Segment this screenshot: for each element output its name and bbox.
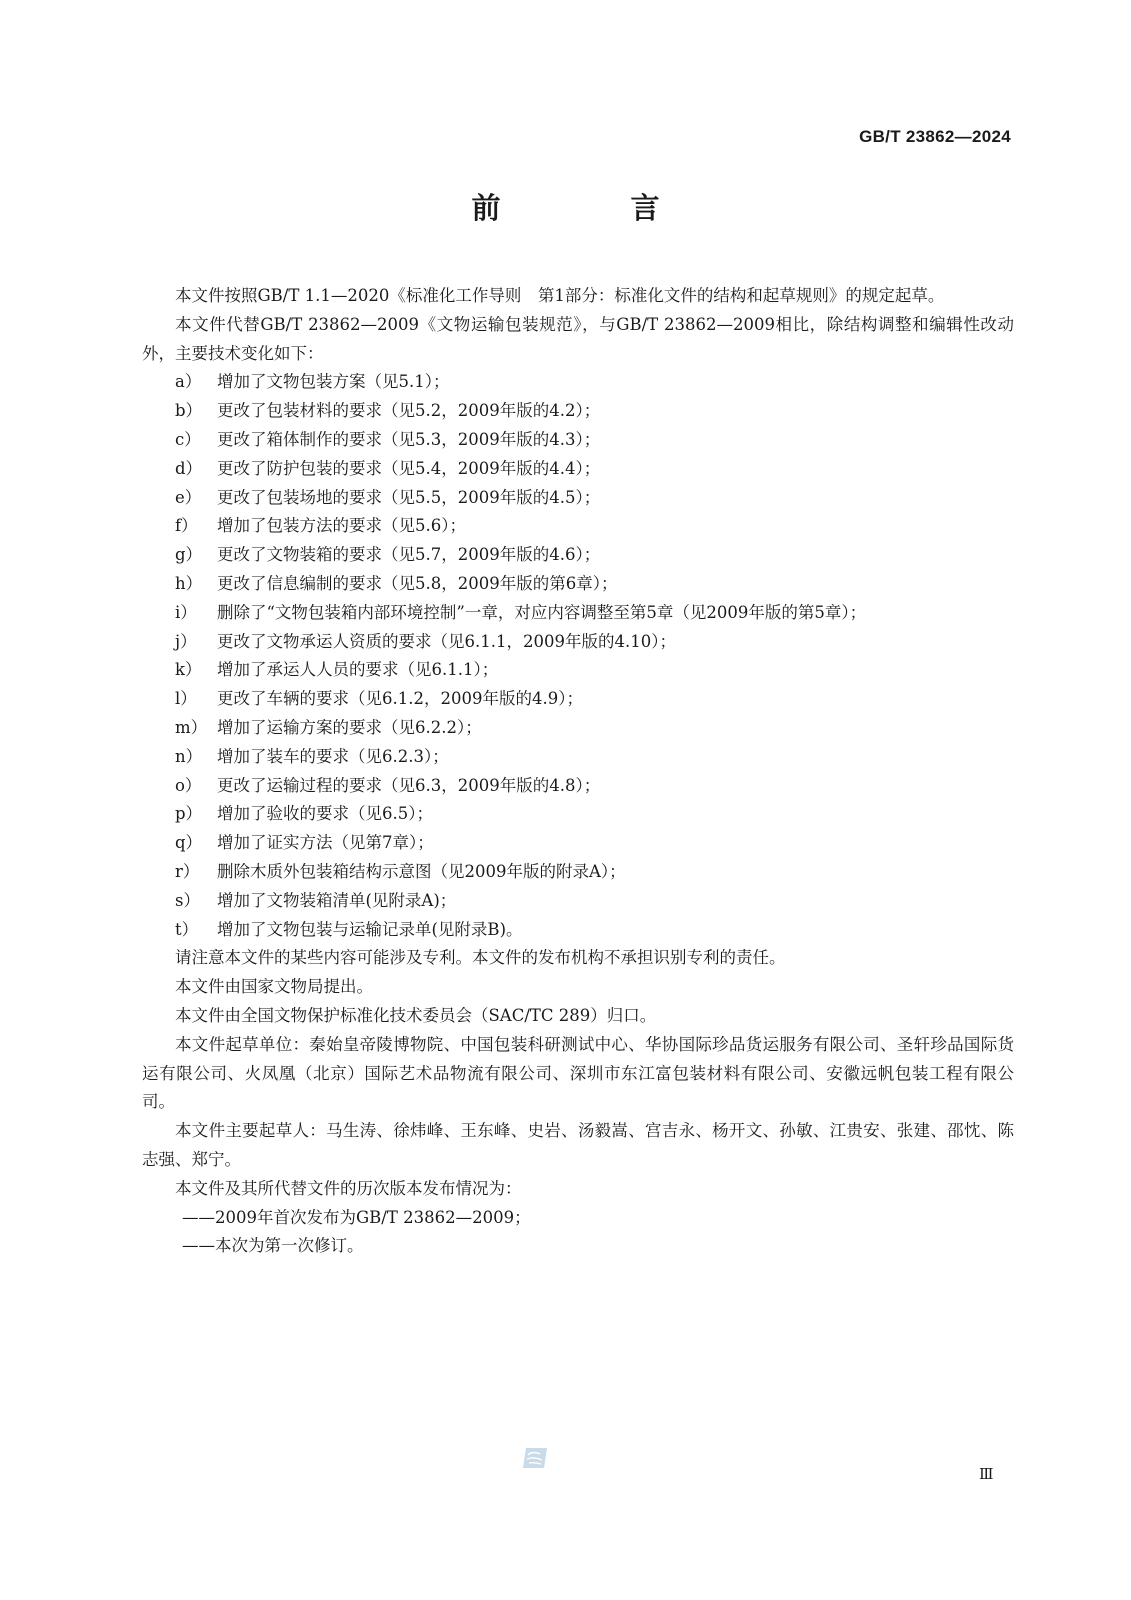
list-marker: f） <box>175 516 198 536</box>
list-text: 更改了包装场地的要求（见5.5，2009年版的4.5）； <box>217 487 601 507</box>
list-marker: s） <box>175 890 200 910</box>
list-item <box>142 656 1014 685</box>
list-item <box>142 685 1014 714</box>
list-marker: l） <box>175 689 197 709</box>
list-item <box>142 455 1014 484</box>
list-marker: d） <box>175 458 203 478</box>
paragraph-history-intro: 本文件及其所代替文件的历次版本发布情况为： <box>175 1178 522 1198</box>
list-text: 更改了文物装箱的要求（见5.7，2009年版的4.6）； <box>217 545 601 565</box>
list-item <box>142 397 1014 426</box>
list-item <box>142 800 1014 829</box>
changes-list <box>142 368 1014 944</box>
list-marker: r） <box>175 861 200 881</box>
list-text: 更改了车辆的要求（见6.1.2，2009年版的4.9）； <box>217 689 583 709</box>
list-marker: a） <box>175 372 202 392</box>
sac-logo-icon <box>520 1446 550 1470</box>
paragraph-proposer: 本文件由国家文物局提出。 <box>175 977 373 997</box>
list-text: 更改了信息编制的要求（见5.8，2009年版的第6章）； <box>217 573 618 593</box>
list-item <box>142 772 1014 801</box>
list-item <box>142 887 1014 916</box>
list-marker: n） <box>175 746 203 766</box>
list-marker: j） <box>175 631 197 651</box>
list-marker: i） <box>175 602 197 622</box>
document-body <box>142 282 1014 1261</box>
list-marker: h） <box>175 573 203 593</box>
list-text: 增加了文物包装方案（见5.1）； <box>217 372 450 392</box>
list-item <box>142 628 1014 657</box>
list-item <box>142 512 1014 541</box>
paragraph-drafting-rules: 本文件按照GB/T 1.1—2020《标准化工作导则 第1部分：标准化文件的结构和起草规则》的规定起草。 <box>175 286 945 305</box>
list-item <box>142 829 1014 858</box>
history-item: ——2009年首次发布为GB/T 23862—2009； <box>182 1207 531 1227</box>
list-text: 增加了文物包装与运输记录单(见附录B)。 <box>217 919 523 939</box>
list-item <box>142 916 1014 945</box>
list-marker: e） <box>175 487 202 507</box>
list-text: 增加了运输方案的要求（见6.2.2）； <box>217 717 482 737</box>
paragraph-patent-notice: 请注意本文件的某些内容可能涉及专利。本文件的发布机构不承担识别专利的责任。 <box>175 948 786 968</box>
list-text: 更改了防护包装的要求（见5.4，2009年版的4.4）； <box>217 458 601 478</box>
list-text: 增加了包装方法的要求（见5.6）； <box>217 516 466 536</box>
list-text: 增加了证实方法（见第7章）； <box>217 833 434 853</box>
list-text: 更改了文物承运人资质的要求（见6.1.1，2009年版的4.10）； <box>217 631 676 651</box>
list-text: 更改了箱体制作的要求（见5.3，2009年版的4.3）； <box>217 429 601 449</box>
list-text: 增加了验收的要求（见6.5）； <box>217 804 433 824</box>
list-item <box>142 541 1014 570</box>
history-item: ——本次为第一次修订。 <box>182 1236 364 1256</box>
list-text: 增加了承运人人员的要求（见6.1.1）； <box>217 660 499 680</box>
list-marker: q） <box>175 833 203 853</box>
paragraph-drafters: 本文件主要起草人：马生涛、徐炜峰、王东峰、史岩、汤毅嵩、宫吉永、杨开文、孙敏、江贵安、张建、邵忱、陈志强、郑宁。 <box>142 1121 1014 1169</box>
list-item <box>142 426 1014 455</box>
list-marker: t） <box>175 919 199 939</box>
page-title: 前 言 <box>471 191 720 225</box>
page-number: Ⅲ <box>979 1467 994 1483</box>
list-item <box>142 743 1014 772</box>
standard-number: GB/T 23862—2024 <box>859 127 1011 146</box>
list-text: 删除木质外包装箱结构示意图（见2009年版的附录A）； <box>217 861 626 881</box>
list-text: 删除了“文物包装箱内部环境控制”一章，对应内容调整至第5章（见2009年版的第5章）； <box>217 602 867 622</box>
list-marker: k） <box>175 660 202 680</box>
list-item <box>142 599 1014 628</box>
list-item <box>142 368 1014 397</box>
list-marker: o） <box>175 775 202 795</box>
list-item <box>142 570 1014 599</box>
paragraph-replacement: 本文件代替GB/T 23862—2009《文物运输包装规范》，与GB/T 23862—2009相比，除结构调整和编辑性改动外，主要技术变化如下： <box>142 314 1014 363</box>
list-item <box>142 484 1014 513</box>
list-marker: p） <box>175 804 203 824</box>
list-item <box>142 714 1014 743</box>
list-marker: g） <box>175 545 203 565</box>
paragraph-drafting-units: 本文件起草单位：秦始皇帝陵博物院、中国包装科研测试中心、华协国际珍品货运服务有限公司、圣轩珍品国际货运有限公司、火凤凰（北京）国际艺术品物流有限公司、深圳市东江富包装材料有限公司、安徽远帆包装工程有限公司。 <box>142 1034 1014 1112</box>
list-text: 更改了包装材料的要求（见5.2，2009年版的4.2）； <box>217 401 601 421</box>
list-item <box>142 858 1014 887</box>
paragraph-committee: 本文件由全国文物保护标准化技术委员会（SAC/TC 289）归口。 <box>175 1005 657 1025</box>
list-marker: c） <box>175 429 201 449</box>
list-marker: m） <box>175 717 208 737</box>
list-text: 更改了运输过程的要求（见6.3，2009年版的4.8）； <box>217 775 601 795</box>
list-text: 增加了文物装箱清单(见附录A)； <box>217 890 457 910</box>
list-marker: b） <box>175 401 203 421</box>
list-text: 增加了装车的要求（见6.2.3）； <box>217 746 449 766</box>
